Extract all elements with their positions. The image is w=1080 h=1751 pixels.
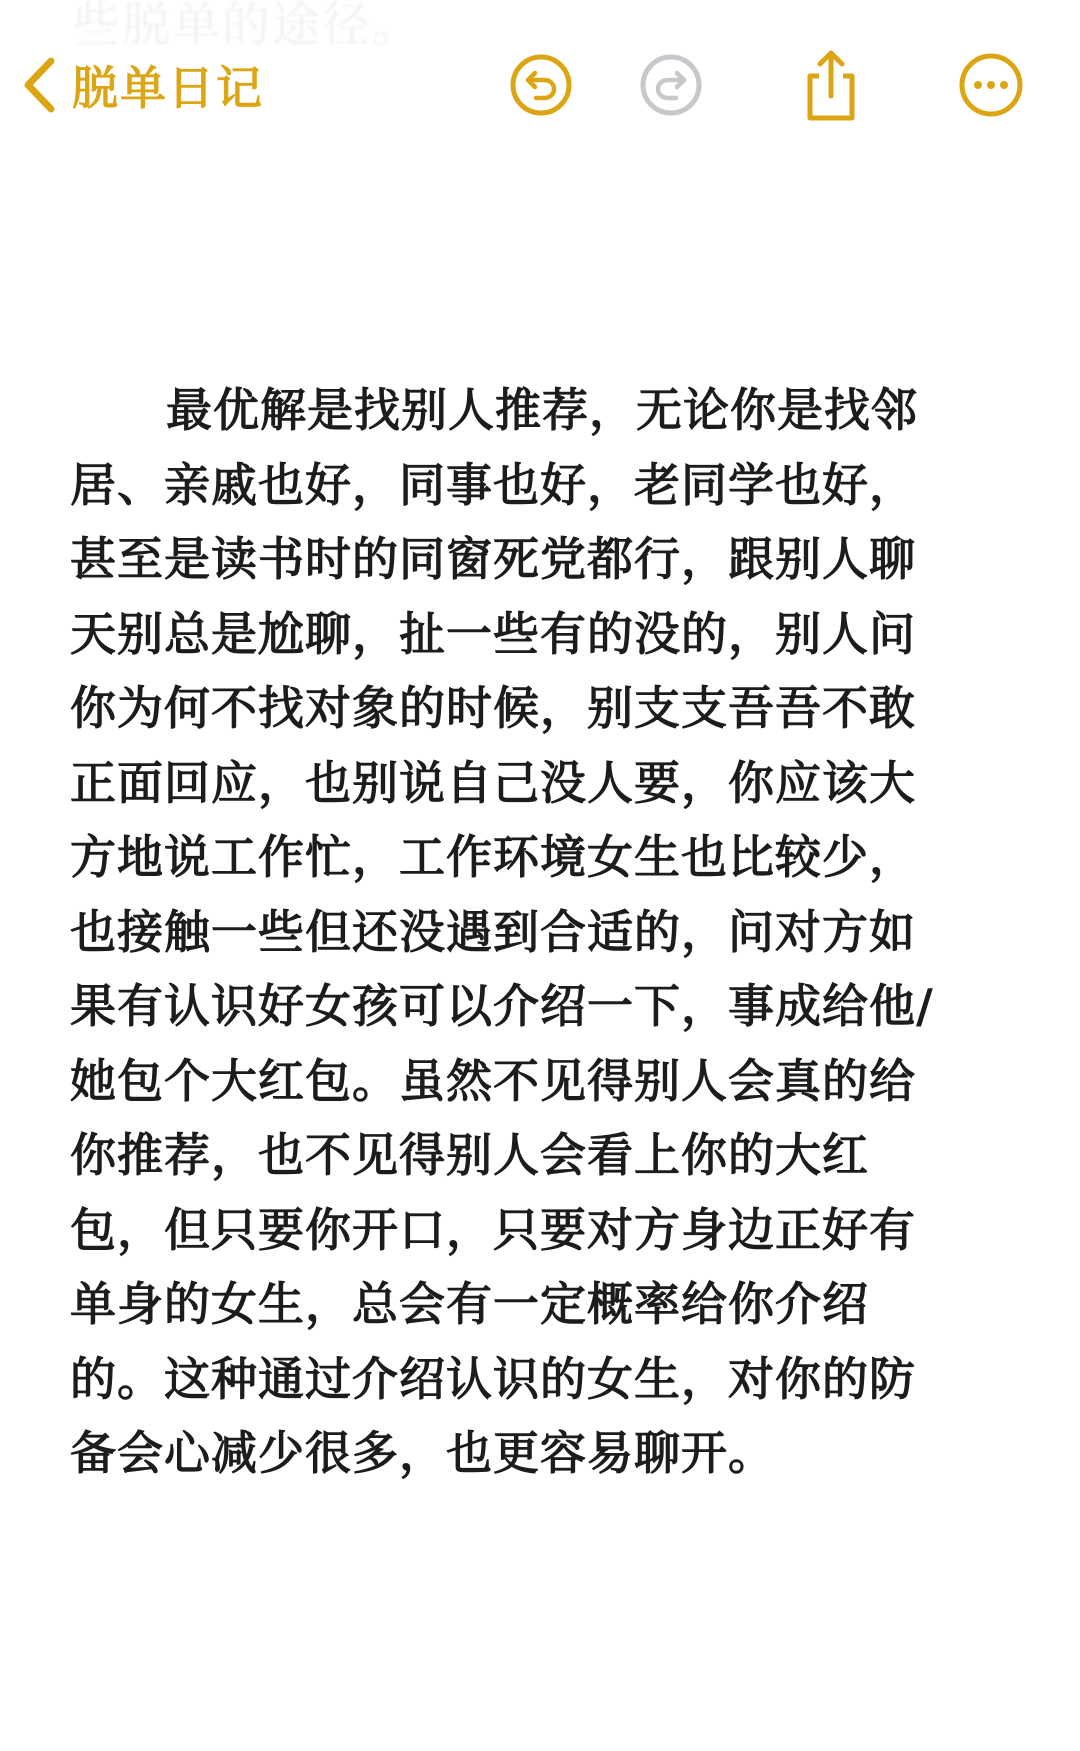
- note-line: 果有认识好女孩可以介绍一下，事成给他/: [70, 979, 934, 1033]
- scrolled-previous-text: 些脱单的途径。: [72, 0, 423, 53]
- note-line: 单身的女生，总会有一定概率给你介绍: [70, 1277, 869, 1331]
- note-line: 包，但只要你开口，只要对方身边正好有: [70, 1202, 916, 1257]
- navigation-bar: [0, 40, 1080, 130]
- undo-button[interactable]: [504, 48, 578, 122]
- note-text-body[interactable]: [70, 373, 1000, 1491]
- note-line: 你推荐，也不见得别人会看上你的大红: [70, 1128, 869, 1182]
- note-line: 甚至是读书时的同窗死党都行，跟别人聊: [70, 532, 916, 586]
- note-line: 最优解是找别人推荐，无论你是找邻: [166, 383, 918, 437]
- more-icon: [958, 52, 1024, 118]
- note-line: 也接触一些但还没遇到合适的，问对方如: [70, 904, 916, 959]
- share-button[interactable]: [794, 48, 868, 122]
- redo-button[interactable]: [634, 48, 708, 122]
- note-line: 居、亲戚也好，同事也好，老同学也好，: [70, 457, 916, 512]
- back-chevron-icon: [22, 57, 56, 113]
- note-line: 你为何不找对象的时候，别支支吾吾不敢: [70, 681, 916, 735]
- back-button[interactable]: [22, 48, 264, 122]
- note-line: 天别总是尬聊，扯一些有的没的，别人问: [70, 606, 916, 661]
- undo-icon: [509, 53, 573, 117]
- note-line: 备会心减少很多，也更容易聊开。: [70, 1426, 775, 1480]
- note-line: 的。这种通过介绍认识的女生，对你的防: [70, 1351, 916, 1406]
- redo-icon: [639, 53, 703, 117]
- back-label: 脱单日记: [72, 61, 264, 115]
- more-options-button[interactable]: [954, 48, 1028, 122]
- note-line: 方地说工作忙，工作环境女生也比较少，: [70, 830, 916, 884]
- note-line: 她包个大红包。虽然不见得别人会真的给: [70, 1053, 916, 1108]
- note-line: 正面回应，也别说自己没人要，你应该大: [70, 755, 916, 810]
- share-icon: [799, 48, 863, 122]
